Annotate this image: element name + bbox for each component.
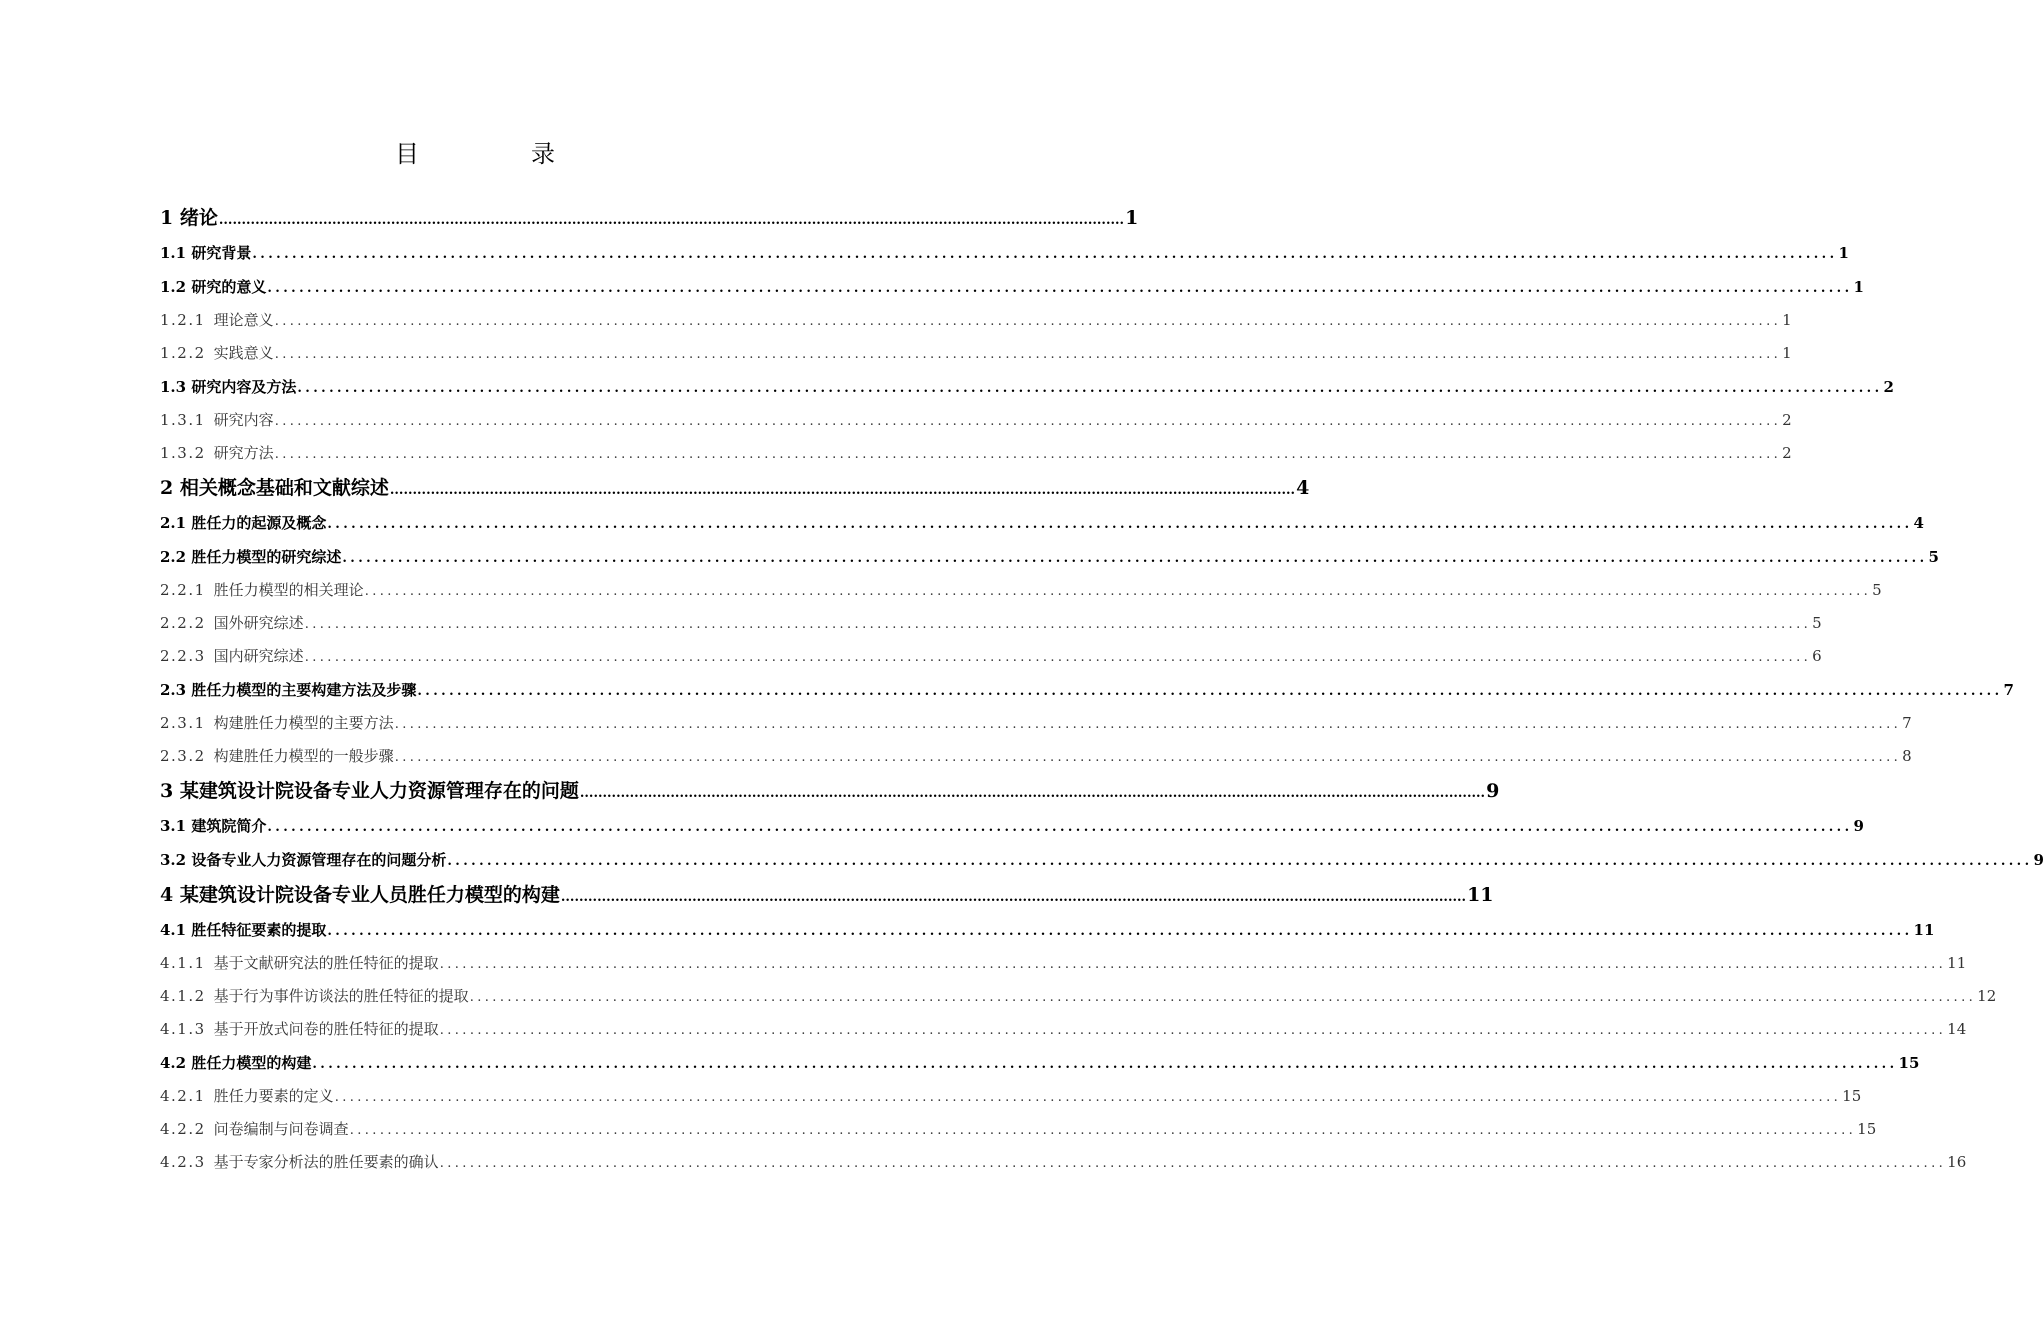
toc-page-number: 15	[1857, 1120, 1877, 1138]
toc-entry-label	[160, 470, 389, 506]
toc-entry-title: 胜任力模型的研究综述	[191, 548, 342, 566]
toc-entry-number: 1.2.1	[160, 311, 206, 329]
toc-entry-number: 3.1	[160, 817, 187, 835]
toc-entry-level-2[interactable]	[160, 913, 1935, 947]
toc-leader-dots: ........................................................................................................................................................................................................	[267, 820, 1853, 835]
toc-entry-level-2[interactable]	[160, 540, 1939, 574]
toc-leader-dots: ........................................................................................................................................................................................................	[334, 1090, 1842, 1105]
toc-entry-label	[160, 506, 326, 540]
toc-entry-title: 胜任力的起源及概念	[191, 514, 327, 532]
toc-entry-number: 2.1	[160, 514, 187, 532]
toc-entry-number: 3	[160, 780, 174, 802]
toc-page-number: 16	[1947, 1153, 1967, 1171]
toc-entry-title: 基于行为事件访谈法的胜任特征的提取	[213, 987, 469, 1005]
toc-entry-title: 研究方法	[213, 444, 274, 462]
toc-entry-label	[160, 270, 266, 304]
toc-entry-title: 胜任力要素的定义	[213, 1087, 334, 1105]
toc-entry-number: 4.2.2	[160, 1120, 206, 1138]
toc-leader-dots: ........................................................................................................................................................................................................	[560, 890, 1467, 905]
toc-entry-level-2[interactable]	[160, 370, 1894, 404]
toc-page-number: 2	[1782, 444, 1792, 462]
toc-entry-level-2[interactable]	[160, 809, 1864, 843]
toc-entry-level-3[interactable]	[160, 1080, 1862, 1113]
toc-entry-level-3[interactable]	[160, 640, 1822, 673]
toc-entry-level-3[interactable]	[160, 304, 1792, 337]
toc-entry-level-2[interactable]	[160, 506, 1924, 540]
toc-entry-number: 2.2.3	[160, 647, 206, 665]
toc-entry-level-3[interactable]	[160, 574, 1882, 607]
toc-leader-dots: ........................................................................................................................................................................................................	[439, 1156, 1947, 1171]
toc-page-number: 1	[1853, 278, 1864, 296]
toc-entry-label	[160, 437, 274, 470]
toc-entry-label	[160, 1046, 311, 1080]
toc-entry-title: 胜任力模型的主要构建方法及步骤	[191, 681, 417, 699]
toc-entry-label	[160, 947, 439, 980]
toc-entry-label	[160, 843, 446, 877]
toc-entry-number: 4.2	[160, 1054, 187, 1072]
toc-entry-number: 1.2.2	[160, 344, 206, 362]
toc-entry-number: 4.1	[160, 921, 187, 939]
toc-entry-number: 4	[160, 884, 174, 906]
toc-entry-number: 4.1.2	[160, 987, 206, 1005]
toc-entry-number: 2.3.1	[160, 714, 206, 732]
toc-entry-title: 建筑院简介	[191, 817, 267, 835]
toc-entry-title: 理论意义	[213, 311, 274, 329]
toc-entry-title: 某建筑设计院设备专业人力资源管理存在的问题	[179, 780, 579, 802]
toc-entry-title: 胜任力模型的构建	[191, 1054, 312, 1072]
toc-entry-number: 1.3.1	[160, 411, 206, 429]
toc-leader-dots: ........................................................................................................................................................................................................	[579, 786, 1486, 801]
toc-entry-number: 4.1.3	[160, 1020, 206, 1038]
toc-page-number: 2	[1883, 378, 1894, 396]
toc-entry-label	[160, 370, 296, 404]
toc-page-number: 1	[1782, 344, 1792, 362]
toc-leader-dots: ........................................................................................................................................................................................................	[327, 924, 1913, 939]
toc-entry-title: 基于文献研究法的胜任特征的提取	[213, 954, 439, 972]
toc-leader-dots: ........................................................................................................................................................................................................	[439, 1023, 1947, 1038]
toc-entry-level-2[interactable]	[160, 236, 1849, 270]
toc-entry-level-3[interactable]	[160, 437, 1792, 470]
toc-page-number: 5	[1928, 548, 1939, 566]
toc-entry-label	[160, 773, 579, 809]
toc-leader-dots: ........................................................................................................................................................................................................	[267, 281, 1853, 296]
toc-entry-title: 设备专业人力资源管理存在的问题分析	[191, 851, 447, 869]
toc-entry-label	[160, 304, 274, 337]
toc-entry-level-3[interactable]	[160, 337, 1792, 370]
toc-entry-label	[160, 540, 341, 574]
toc-entry-label	[160, 913, 326, 947]
toc-entry-title: 研究的意义	[191, 278, 267, 296]
toc-entry-level-3[interactable]	[160, 980, 1997, 1013]
toc-entry-level-1[interactable]	[160, 470, 1310, 506]
toc-entry-label	[160, 200, 218, 236]
toc-entry-label	[160, 740, 394, 773]
toc-leader-dots: ........................................................................................................................................................................................................	[349, 1123, 1857, 1138]
toc-entry-label	[160, 877, 560, 913]
toc-page-number: 11	[1467, 884, 1494, 906]
toc-entry-title: 国内研究综述	[213, 647, 304, 665]
toc-entry-level-1[interactable]	[160, 773, 1500, 809]
toc-page-number: 12	[1977, 987, 1997, 1005]
toc-entry-number: 1.3	[160, 378, 187, 396]
toc-entry-number: 1.1	[160, 244, 187, 262]
toc-entry-label	[160, 337, 274, 370]
toc-entry-level-3[interactable]	[160, 707, 1912, 740]
table-of-contents	[160, 200, 2044, 1179]
toc-page-number: 1	[1838, 244, 1849, 262]
toc-entry-number: 2.3.2	[160, 747, 206, 765]
toc-entry-level-3[interactable]	[160, 404, 1792, 437]
toc-entry-title: 实践意义	[213, 344, 274, 362]
toc-leader-dots: ........................................................................................................................................................................................................	[447, 854, 2033, 869]
toc-leader-dots: ........................................................................................................................................................................................................	[439, 957, 1947, 972]
toc-entry-level-3[interactable]	[160, 1013, 1967, 1046]
toc-entry-title: 问卷编制与问卷调查	[213, 1120, 349, 1138]
toc-entry-title: 基于专家分析法的胜任要素的确认	[213, 1153, 439, 1171]
toc-leader-dots: ........................................................................................................................................................................................................	[252, 247, 1838, 262]
toc-entry-number: 2.3	[160, 681, 187, 699]
toc-entry-number: 4.2.3	[160, 1153, 206, 1171]
toc-entry-level-3[interactable]	[160, 1113, 1877, 1146]
toc-entry-label	[160, 574, 364, 607]
toc-entry-title: 构建胜任力模型的一般步骤	[213, 747, 394, 765]
toc-entry-title: 研究背景	[191, 244, 252, 262]
toc-entry-title: 研究内容	[213, 411, 274, 429]
toc-entry-number: 2.2.2	[160, 614, 206, 632]
toc-leader-dots: ........................................................................................................................................................................................................	[394, 717, 1902, 732]
toc-entry-level-1[interactable]	[160, 200, 1139, 236]
toc-page-number: 5	[1812, 614, 1822, 632]
toc-entry-label	[160, 1146, 439, 1179]
toc-entry-number: 1	[160, 207, 174, 229]
toc-entry-title: 某建筑设计院设备专业人员胜任力模型的构建	[179, 884, 560, 906]
toc-page-number: 6	[1812, 647, 1822, 665]
toc-entry-title: 基于开放式问卷的胜任特征的提取	[213, 1020, 439, 1038]
toc-leader-dots: ........................................................................................................................................................................................................	[304, 650, 1812, 665]
toc-page-number: 11	[1913, 921, 1935, 939]
toc-leader-dots: ........................................................................................................................................................................................................	[274, 314, 1782, 329]
toc-leader-dots: ........................................................................................................................................................................................................	[417, 684, 2003, 699]
toc-page-number: 1	[1125, 207, 1139, 229]
toc-entry-level-3[interactable]	[160, 740, 1912, 773]
toc-page-number: 4	[1913, 514, 1924, 532]
toc-entry-label	[160, 980, 469, 1013]
toc-entry-label	[160, 673, 416, 707]
toc-entry-number: 2	[160, 477, 174, 499]
toc-leader-dots: ........................................................................................................................................................................................................	[274, 414, 1782, 429]
toc-page-number: 14	[1947, 1020, 1967, 1038]
toc-entry-number: 1.2	[160, 278, 187, 296]
toc-leader-dots: ........................................................................................................................................................................................................	[389, 483, 1296, 498]
toc-page-number: 9	[1853, 817, 1864, 835]
toc-entry-label	[160, 809, 266, 843]
toc-entry-title: 构建胜任力模型的主要方法	[213, 714, 394, 732]
toc-entry-number: 2.2	[160, 548, 187, 566]
toc-entry-label	[160, 707, 394, 740]
toc-entry-number: 3.2	[160, 851, 187, 869]
toc-entry-title: 绪论	[179, 207, 218, 229]
toc-entry-number: 4.2.1	[160, 1087, 206, 1105]
toc-leader-dots: ........................................................................................................................................................................................................	[469, 990, 1977, 1005]
toc-page-number: 8	[1902, 747, 1912, 765]
toc-leader-dots: ........................................................................................................................................................................................................	[297, 381, 1883, 396]
toc-entry-level-3[interactable]	[160, 947, 1967, 980]
toc-entry-number: 4.1.1	[160, 954, 206, 972]
toc-page-number: 7	[1902, 714, 1912, 732]
toc-page-number: 2	[1782, 411, 1792, 429]
toc-leader-dots: ........................................................................................................................................................................................................	[274, 447, 1782, 462]
toc-entry-label	[160, 640, 304, 673]
toc-entry-label	[160, 404, 274, 437]
toc-leader-dots: ........................................................................................................................................................................................................	[274, 347, 1782, 362]
toc-entry-title: 相关概念基础和文献综述	[179, 477, 389, 499]
toc-entry-level-2[interactable]	[160, 673, 2014, 707]
toc-leader-dots: ........................................................................................................................................................................................................	[304, 617, 1812, 632]
toc-entry-title: 胜任力模型的相关理论	[213, 581, 364, 599]
toc-page-number: 4	[1296, 477, 1310, 499]
toc-page-number: 15	[1898, 1054, 1920, 1072]
toc-entry-number: 2.2.1	[160, 581, 206, 599]
toc-page-number: 9	[1486, 780, 1500, 802]
toc-leader-dots: ........................................................................................................................................................................................................	[364, 584, 1872, 599]
toc-page-number: 11	[1947, 954, 1967, 972]
toc-entry-level-3[interactable]	[160, 607, 1822, 640]
toc-leader-dots: ........................................................................................................................................................................................................	[218, 213, 1125, 228]
toc-entry-number: 1.3.2	[160, 444, 206, 462]
toc-entry-level-2[interactable]	[160, 843, 2044, 877]
toc-page-number: 1	[1782, 311, 1792, 329]
toc-entry-title: 胜任特征要素的提取	[191, 921, 327, 939]
toc-leader-dots: ........................................................................................................................................................................................................	[312, 1057, 1898, 1072]
toc-entry-level-2[interactable]	[160, 270, 1864, 304]
toc-page-number: 9	[2033, 851, 2044, 869]
toc-entry-level-1[interactable]	[160, 877, 1494, 913]
toc-entry-label	[160, 607, 304, 640]
toc-page-number: 5	[1872, 581, 1882, 599]
toc-entry-level-2[interactable]	[160, 1046, 1920, 1080]
toc-entry-label	[160, 1080, 334, 1113]
toc-entry-label	[160, 236, 251, 270]
toc-page-number: 7	[2003, 681, 2014, 699]
toc-page-number: 15	[1842, 1087, 1862, 1105]
toc-entry-label	[160, 1113, 349, 1146]
page-title: 目 录	[395, 140, 599, 168]
toc-leader-dots: ........................................................................................................................................................................................................	[327, 517, 1913, 532]
toc-entry-title: 研究内容及方法	[191, 378, 297, 396]
toc-entry-label	[160, 1013, 439, 1046]
toc-entry-level-3[interactable]	[160, 1146, 1967, 1179]
toc-entry-title: 国外研究综述	[213, 614, 304, 632]
toc-leader-dots: ........................................................................................................................................................................................................	[342, 551, 1928, 566]
toc-leader-dots: ........................................................................................................................................................................................................	[394, 750, 1902, 765]
